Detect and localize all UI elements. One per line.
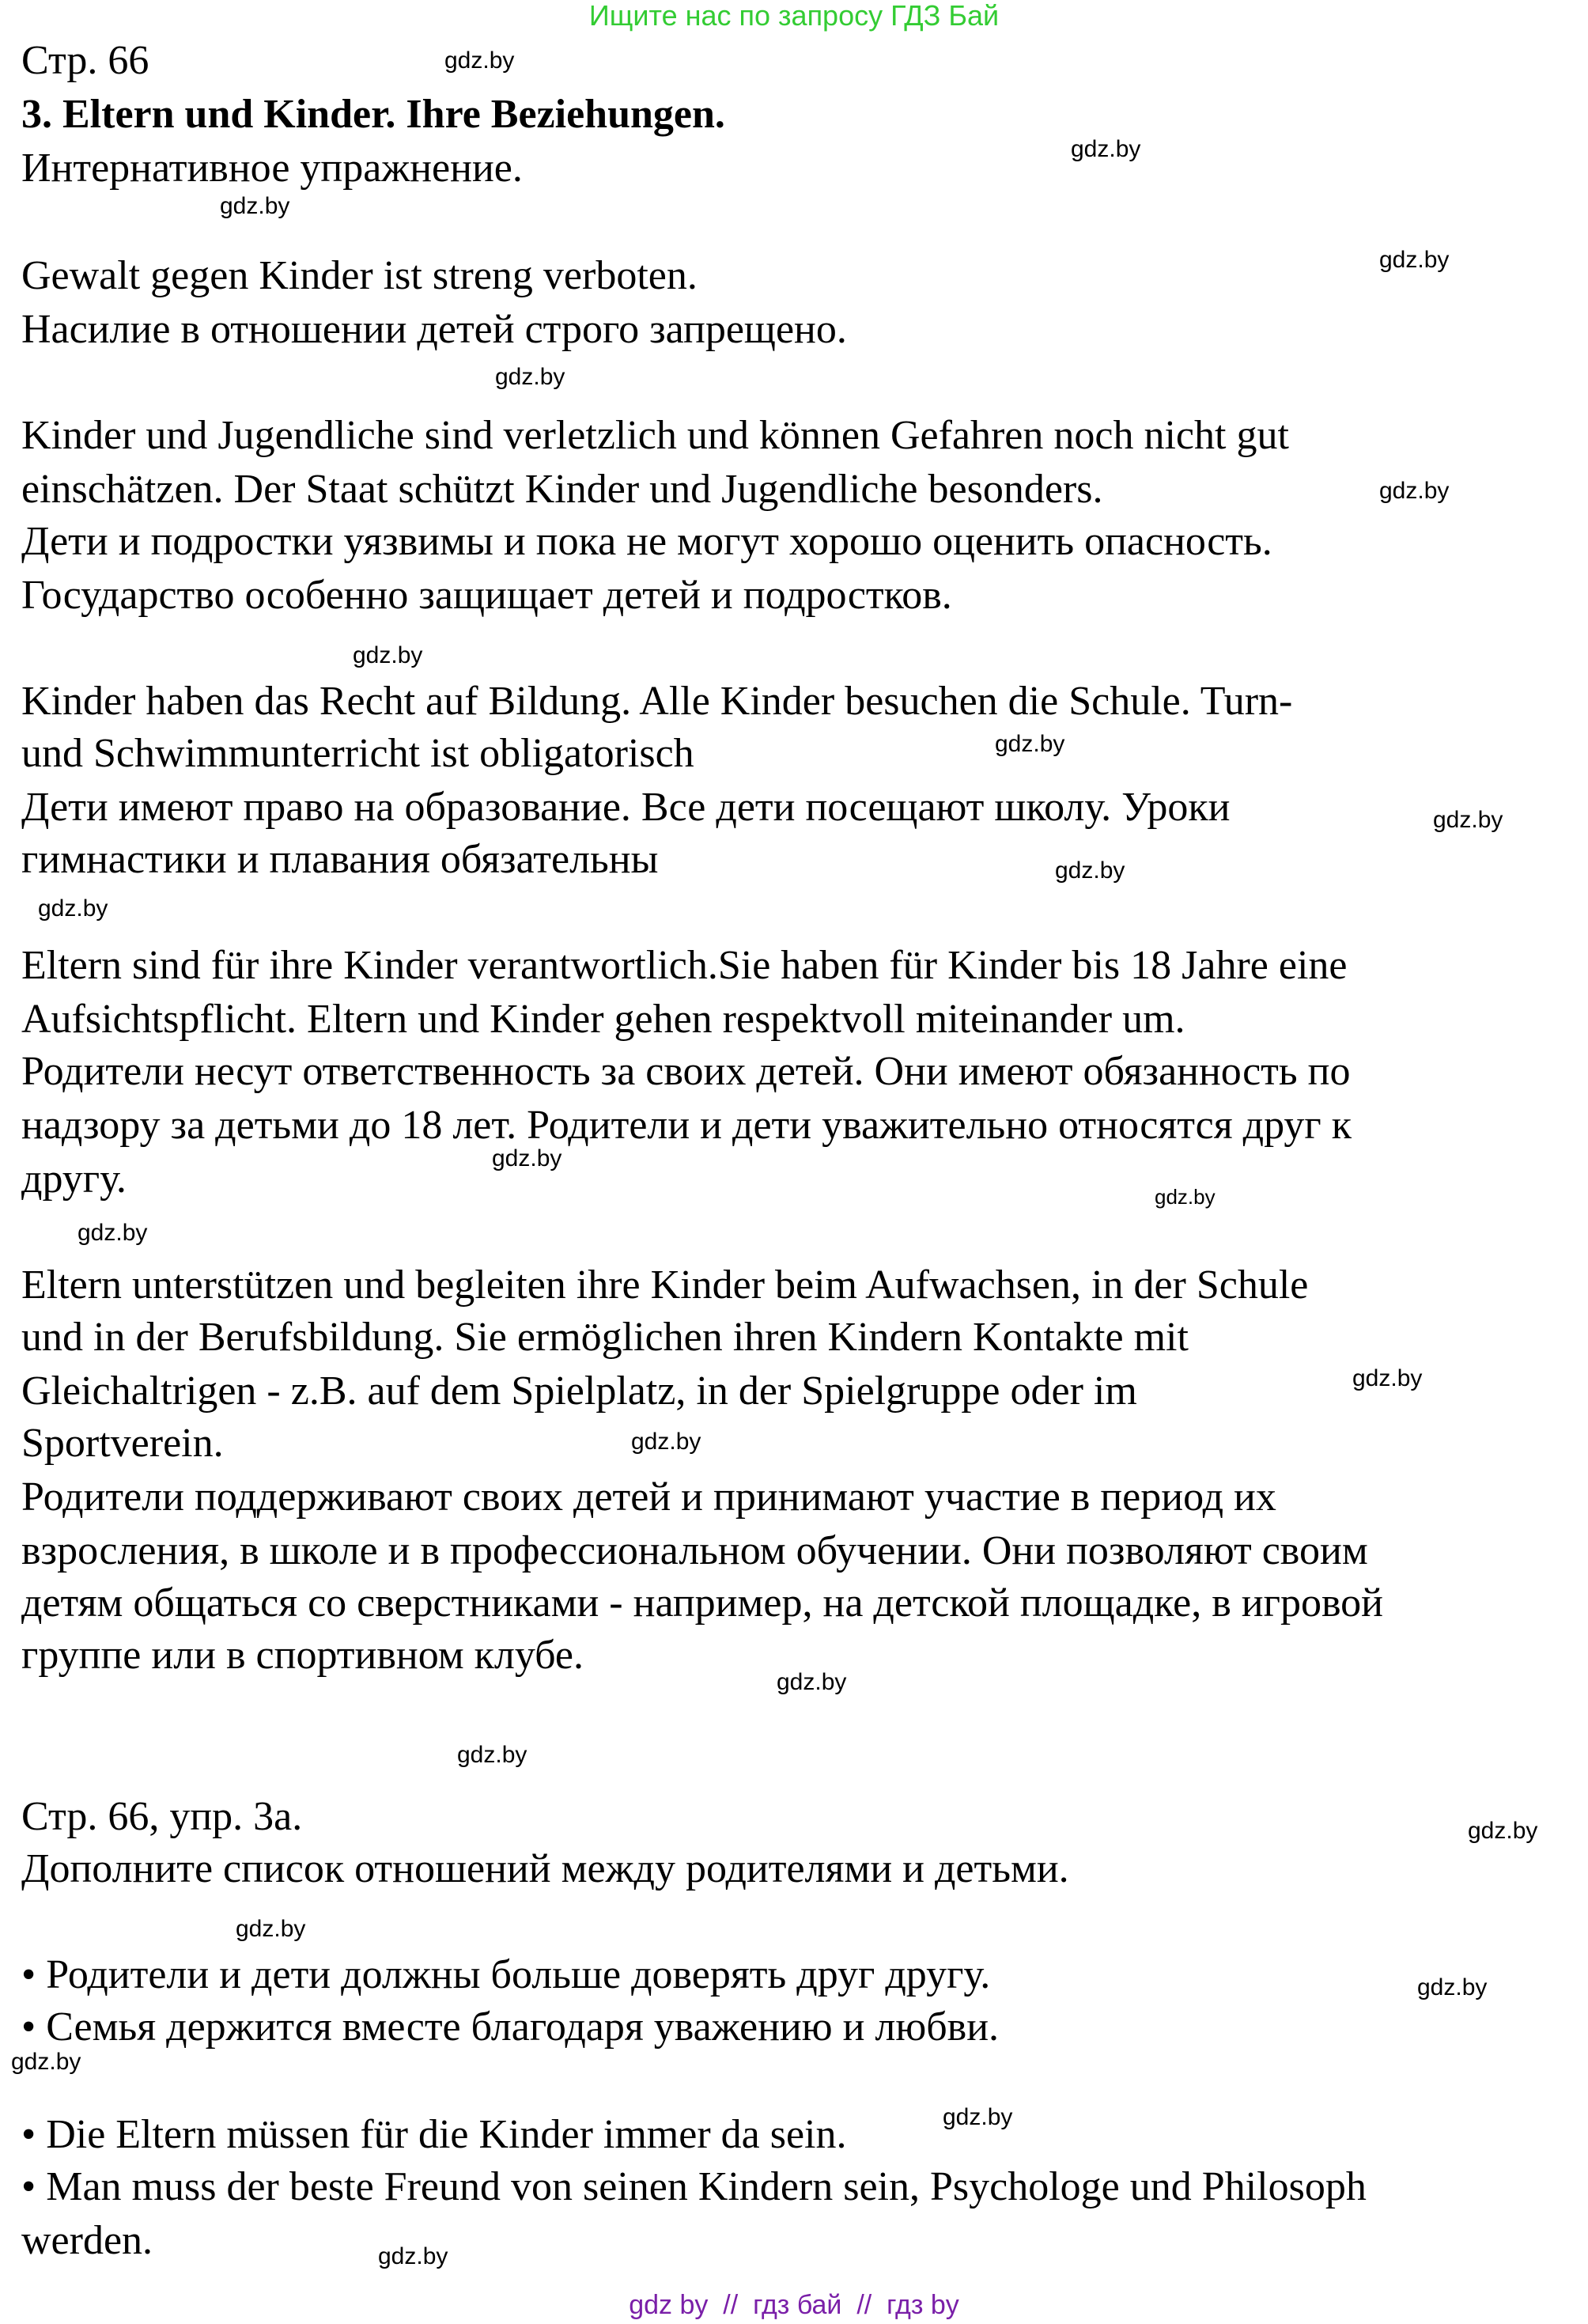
watermark-text: gdz.by (78, 1220, 148, 1246)
top-banner[interactable]: Ищите нас по запросу ГДЗ Бай (588, 0, 1000, 32)
watermark-text: gdz.by (1352, 1365, 1423, 1391)
paragraph-3-line-1: Kinder haben das Recht auf Bildung. Alle Kinder besuchen die Schule. Turn- (21, 679, 1293, 724)
paragraph-5-line-5: Родители поддерживают своих детей и принимают участие в период их (21, 1474, 1276, 1520)
paragraph-2-line-2: einschätzen. Der Staat schützt Kinder und Jugendliche besonders. (21, 467, 1103, 512)
bullet-item-3: • Die Eltern müssen für die Kinder immer da sein. (21, 2112, 847, 2157)
watermark-text: gdz.by (943, 2104, 1013, 2130)
watermark-text: gdz.by (1433, 807, 1503, 833)
watermark-text: gdz.by (1155, 1185, 1216, 1209)
watermark-text: gdz.by (444, 47, 515, 74)
paragraph-3-line-4: гимнастики и плавания обязательны (21, 837, 659, 882)
paragraph-2-line-1: Kinder und Jugendliche sind verletzlich und können Gefahren noch nicht gut (21, 413, 1289, 458)
paragraph-5-line-7: детям общаться со сверстниками - например, на детской площадке, в игровой (21, 1580, 1383, 1626)
paragraph-3-line-3: Дети имеют право на образование. Все дети посещают школу. Уроки (21, 785, 1231, 830)
watermark-text: gdz.by (1055, 857, 1125, 884)
watermark-text: gdz.by (378, 2243, 448, 2269)
exercise-subtitle: Интернативное упражнение. (21, 146, 523, 191)
paragraph-4-line-2: Aufsichtspflicht. Eltern und Kinder gehen respektvoll miteinander um. (21, 997, 1185, 1042)
exercise-reference: Стр. 66, упр. 3а. (21, 1794, 303, 1839)
paragraph-4-line-5: другу. (21, 1156, 127, 1202)
paragraph-2-line-3: Дети и подростки уязвимы и пока не могут хорошо оценить опасность. (21, 519, 1272, 564)
paragraph-5-line-3: Gleichaltrigen - z.B. auf dem Spielplatz, in der Spielgruppe oder im (21, 1368, 1137, 1414)
bullet-item-1: • Родители и дети должны больше доверять друг другу. (21, 1952, 991, 1997)
page-reference: Стр. 66 (21, 38, 149, 83)
paragraph-5-line-6: взросления, в школе и в профессиональном обучении. Они позволяют своим (21, 1528, 1368, 1573)
section-title: 3. Eltern und Kinder. Ihre Beziehungen. (21, 92, 725, 137)
paragraph-3-line-2: und Schwimmunterricht ist obligatorisch (21, 731, 694, 776)
watermark-text: gdz.by (1071, 136, 1141, 162)
watermark-text: gdz.by (1468, 1818, 1538, 1844)
paragraph-5-line-2: und in der Berufsbildung. Sie ermöglichen ihren Kindern Kontakte mit (21, 1315, 1189, 1360)
watermark-text: gdz.by (1379, 247, 1450, 273)
watermark-text: gdz.by (457, 1742, 527, 1768)
watermark-text: gdz.by (353, 642, 423, 668)
exercise-task: Дополните список отношений между родителями и детьми. (21, 1846, 1069, 1891)
watermark-text: gdz.by (38, 895, 108, 922)
watermark-text: gdz.by (11, 2049, 81, 2075)
watermark-text: gdz.by (777, 1669, 847, 1695)
bullet-item-4-continued: werden. (21, 2218, 153, 2263)
footer-links[interactable]: gdz by // гдз бай // гдз by (629, 2290, 959, 2320)
bullet-item-4: • Man muss der beste Freund von seinen Kindern sein, Psychologe und Philosoph (21, 2164, 1367, 2209)
paragraph-2-line-4: Государство особенно защищает детей и подростков. (21, 573, 952, 618)
watermark-text: gdz.by (492, 1145, 562, 1171)
paragraph-1-line-1: Gewalt gegen Kinder ist streng verboten. (21, 253, 698, 298)
watermark-text: gdz.by (236, 1916, 306, 1942)
paragraph-5-line-1: Eltern unterstützen und begleiten ihre Kinder beim Aufwachsen, in der Schule (21, 1262, 1309, 1308)
watermark-text: gdz.by (220, 193, 290, 219)
paragraph-4-line-3: Родители несут ответственность за своих детей. Они имеют обязанность по (21, 1049, 1351, 1094)
watermark-text: gdz.by (495, 364, 565, 390)
paragraph-4-line-4: надзору за детьми до 18 лет. Родители и дети уважительно относятся друг к (21, 1103, 1352, 1148)
paragraph-1-line-2: Насилие в отношении детей строго запрещено. (21, 307, 847, 352)
watermark-text: gdz.by (1417, 1974, 1488, 2000)
paragraph-4-line-1: Eltern sind für ihre Kinder verantwortlich.Sie haben für Kinder bis 18 Jahre eine (21, 943, 1348, 988)
watermark-text: gdz.by (1379, 478, 1450, 504)
bullet-item-2: • Семья держится вместе благодаря уважению и любви. (21, 2004, 1000, 2050)
watermark-text: gdz.by (995, 731, 1065, 757)
paragraph-5-line-8: группе или в спортивном клубе. (21, 1633, 584, 1678)
paragraph-5-line-4: Sportverein. (21, 1421, 224, 1466)
watermark-text: gdz.by (631, 1429, 701, 1455)
